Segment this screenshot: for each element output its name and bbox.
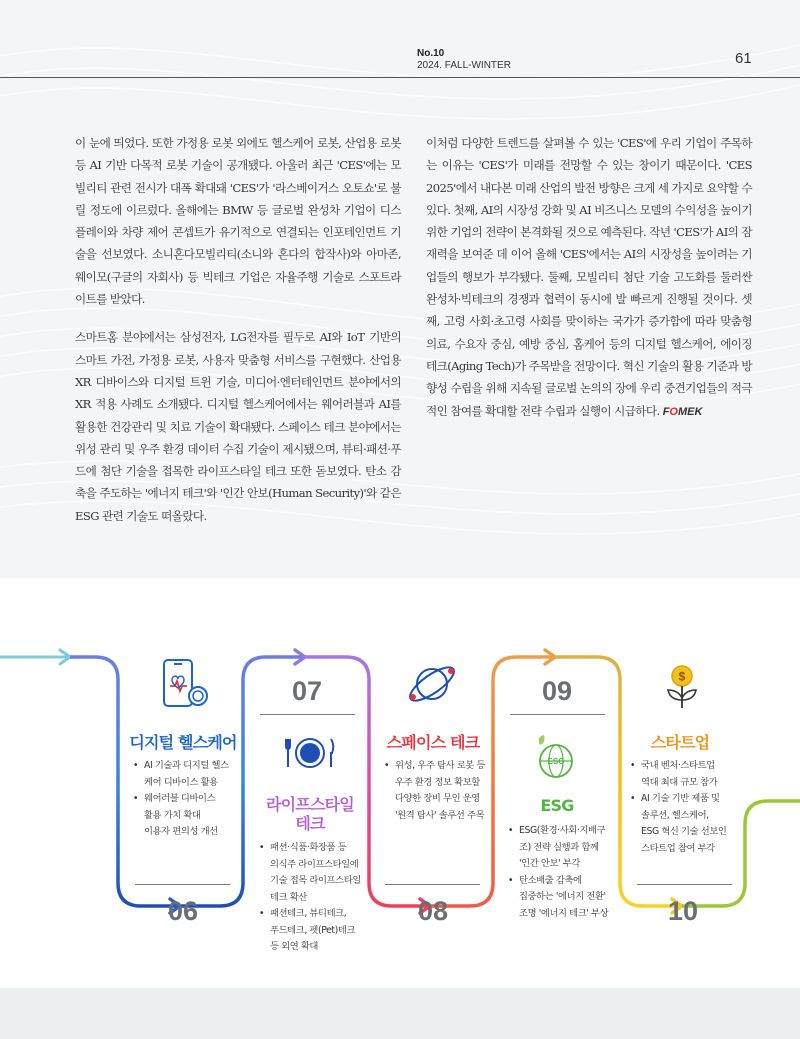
item-bullets-07 bbox=[259, 840, 369, 956]
item-number-08: 08 bbox=[417, 896, 449, 926]
bullet-line: ESG 혁신 기술 선보인 bbox=[641, 826, 727, 837]
bullet-line: • AI 기술 기반 제품 및 bbox=[630, 791, 745, 808]
item-title-07: 라이프스타일 테크 bbox=[266, 795, 354, 833]
article-left-column bbox=[75, 132, 401, 543]
bullet-line: • ESG(환경·사회·지배구 bbox=[508, 823, 623, 840]
item-title-06: 디지털 헬스케어 bbox=[129, 733, 237, 752]
fomek-logo: FOMEK bbox=[662, 405, 703, 418]
bullet-line: '원격 탐사' 솔루션 주목 bbox=[395, 809, 485, 821]
issue-info bbox=[417, 48, 511, 72]
item-bullets-10 bbox=[630, 758, 745, 857]
item-number-09: 09 bbox=[541, 676, 573, 706]
item-title-10: 스타트업 bbox=[650, 733, 710, 752]
item-bullets-08 bbox=[384, 758, 498, 824]
issue-number: No.10 bbox=[417, 48, 445, 59]
bullet-line: 테크 확산 bbox=[270, 891, 307, 903]
separator-line bbox=[135, 884, 230, 885]
header-divider bbox=[0, 77, 800, 78]
item-number-07: 07 bbox=[291, 676, 323, 706]
bullet-line: 의식주 라이프스타일에 bbox=[270, 858, 359, 870]
bullet-line: • 탄소배출 감축에 bbox=[508, 873, 623, 890]
item-bullets-06 bbox=[133, 758, 243, 841]
bullet-line: 활용 가치 확대 bbox=[144, 809, 201, 821]
bullet-line: 우주 환경 정보 확보할 bbox=[395, 776, 480, 788]
item-title-08: 스페이스 테크 bbox=[386, 733, 480, 752]
bullet-line: • AI 기술과 디지털 헬스 bbox=[133, 758, 243, 775]
footer-band bbox=[0, 988, 800, 1039]
item-number-06: 06 bbox=[167, 896, 199, 926]
coin-plant-icon bbox=[662, 664, 702, 710]
planet-ring-icon bbox=[404, 656, 460, 712]
bullet-line: 스타트업 참여 부각 bbox=[641, 842, 715, 854]
bullet-line: 다양한 장비 무인 운영 bbox=[395, 793, 480, 804]
bullet-line: 이용자 편의성 개선 bbox=[144, 826, 218, 837]
bullet-line: 조명 '에너지 테크' 부상 bbox=[519, 907, 609, 919]
bullet-line: 푸드테크, 펫(Pet)테크 bbox=[270, 924, 356, 936]
article-paragraph: 스마트홈 분야에서는 삼성전자, LG전자를 필두로 AI와 IoT 기반의 스마트 가전, 가정용 로봇, 사용자 맞춤형 서비스를 구현했다. 산업용 XR 디바이스와 디지털 트윈 기술, 미디어·엔터테인먼트 분야에서의 XR 적용 사례도 소개됐다. 디지털 헬스케어에서는 웨어러블과 AI를 활용한 건강관리 및 치료 기술이 확대됐다. 스페이스 테크 분야에서는 위성 관리 및 우주 환경 데이터 수집 기술이 제시됐으며, 뷰티·패션·푸드에 첨단 기술을 접목한 라이프스타일 테크 또한 돋보였다. 탄소 감축을 주도하는 '에너지 테크'와 '인간 안보(Human Security)'와 같은 ESG 관련 기술도 떠올랐다. bbox=[75, 330, 401, 523]
bullet-line: 집중하는 '에너지 전환' bbox=[519, 891, 606, 902]
smartphone-heart-watch-icon bbox=[160, 658, 210, 710]
plate-fork-knife-icon bbox=[283, 736, 337, 770]
bullet-line: • 국내 벤처·스타트업 bbox=[630, 758, 745, 775]
article-paragraph: 이 눈에 띄었다. 또한 가정용 로봇 외에도 헬스케어 로봇, 산업용 로봇 등 AI 기반 다목적 로봇 기술이 공개됐다. 아울러 최근 'CES'에는 모빌리티 관련 전시가 대폭 확대돼 'CES'가 '라스베이거스 오토쇼'로 불릴 정도에 이르렀다. 올해에는 BMW 등 글로벌 완성차 기업이 디스플레이와 차량 제어 콘셉트가 유기적으로 연결되는 인포테인먼트 기술을 선보였다. 소니혼다모빌리티(소니와 혼다의 합작사)와 아마존, 웨이모(구글의 자회사) 등 빅테크 기업은 자율주행 기술로 스포트라이트를 받았다. bbox=[75, 136, 401, 307]
issue-season: 2024. FALL-WINTER bbox=[417, 60, 511, 71]
esg-globe-leaf-icon bbox=[532, 735, 576, 781]
bullet-line: 조) 전략 실행과 함께 bbox=[519, 841, 599, 853]
article-paragraph: 이처럼 다양한 트렌드를 살펴볼 수 있는 'CES'에 우리 기업이 주목하는 이유는 'CES'가 미래를 전망할 수 있는 창이기 때문이다. 'CES 2025'에서 내다본 미래 산업의 발전 방향은 크게 세 가지로 요약할 수 있다. 첫째, AI의 시장성 강화 및 AI 비즈니스 모델의 수익성을 높이기 위한 기업의 전략이 본격화될 것으로 예측된다. 작년 'CES'가 AI의 잠재력을 보여준 데 이어 올해 'CES'에서는 AI의 시장성을 높이려는 기업들의 행보가 부각됐다. 둘째, 모빌리티 첨단 기술 고도화를 둘러싼 완성차·빅테크의 경쟁과 협력이 동시에 발 빠르게 진행될 것이다. 셋째, 고령 사회·초고령 사회를 맞이하는 국가가 증가함에 따라 맞춤형 의료, 수요자 중심, 예방 중심, 홈케어 등의 디지털 헬스케어, 에이징 테크(Aging Tech)가 주목받을 전망이다. 혁신 기술의 활용 기준과 방향성 수립을 위해 지속될 글로벌 논의의 장에 우리 중견기업들의 적극적인 참여를 확대할 전략 수립과 실행이 시급하다. bbox=[426, 136, 752, 418]
item-title-09: ESG bbox=[540, 796, 574, 815]
svg-text:$: $ bbox=[678, 669, 686, 684]
bullet-line: • 위성, 우주 탐사 로봇 등 bbox=[384, 758, 498, 775]
bullet-line: 케어 디바이스 활용 bbox=[144, 776, 218, 788]
bullet-line: 솔루션, 헬스케어, bbox=[641, 809, 709, 821]
bullet-line: 기술 접목 라이프스타일 bbox=[270, 875, 361, 886]
bullet-line: • 웨어러블 디바이스 bbox=[133, 791, 243, 808]
bullet-line: 등 외연 확대 bbox=[270, 941, 319, 952]
separator-line bbox=[385, 884, 480, 885]
svg-text:ESG: ESG bbox=[547, 757, 565, 766]
separator-line bbox=[637, 884, 732, 885]
bullet-line: • 패션테크, 뷰티테크, bbox=[259, 906, 369, 923]
page-number: 61 bbox=[735, 50, 752, 67]
separator-line bbox=[260, 714, 355, 715]
bullet-line: '인간 안보' 부각 bbox=[519, 858, 580, 869]
trend-infographic bbox=[0, 578, 800, 988]
item-bullets-09 bbox=[508, 823, 623, 922]
bullet-line: 역대 최대 규모 참가 bbox=[641, 776, 718, 788]
separator-line bbox=[510, 714, 605, 715]
article-right-column bbox=[426, 132, 752, 423]
bullet-line: • 패션·식품·화장품 등 bbox=[259, 840, 369, 857]
item-number-10: 10 bbox=[667, 896, 699, 926]
